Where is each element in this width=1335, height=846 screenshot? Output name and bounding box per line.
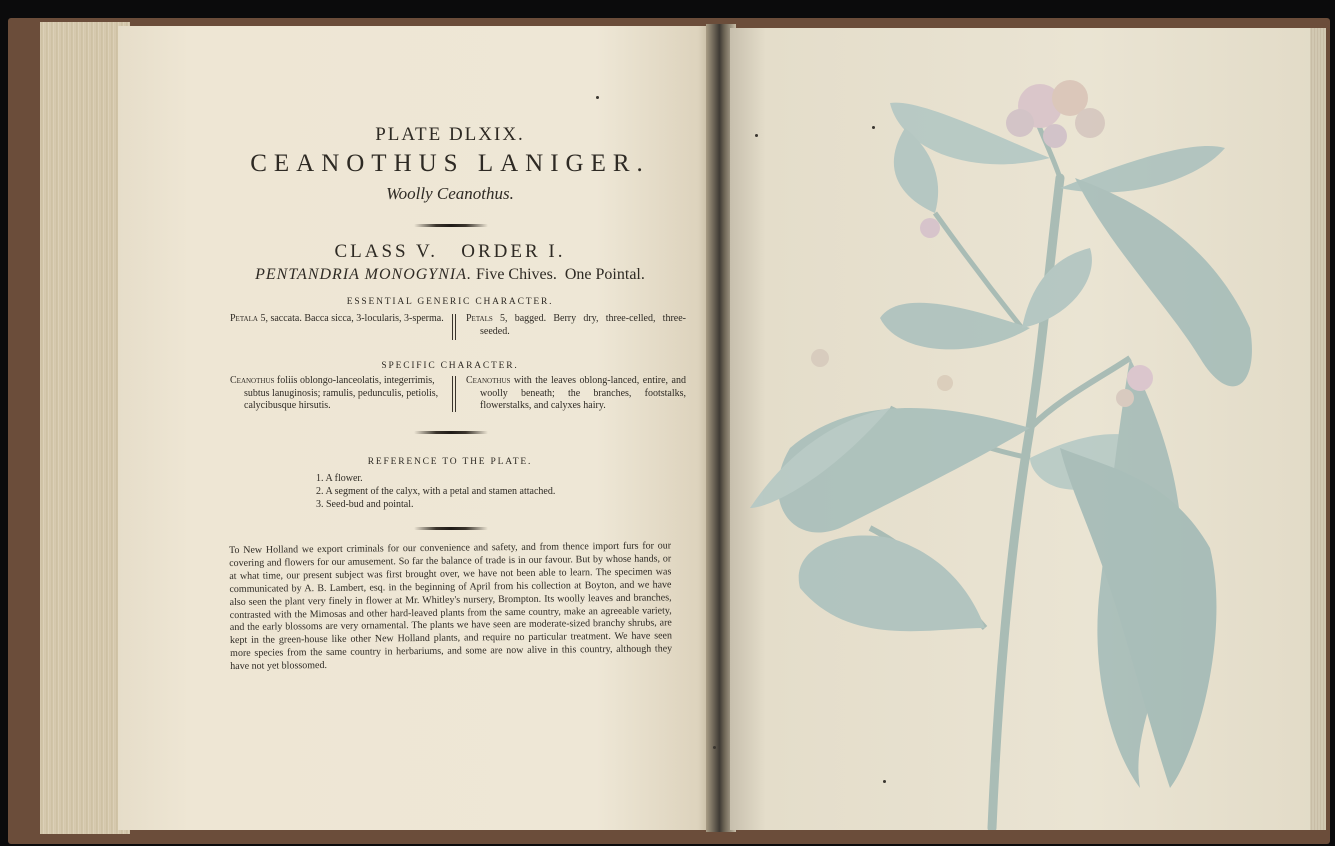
specific-english (466, 375, 686, 413)
specific-english-label: Ceanothus (466, 375, 511, 386)
column-divider (452, 376, 453, 412)
essential-latin-text: 5, saccata. Bacca sicca, 3-locularis, 3-sperma. (257, 313, 444, 324)
reference-list (316, 472, 555, 511)
column-divider (452, 314, 453, 340)
ornamental-rule (414, 224, 488, 227)
speckle (596, 96, 599, 99)
botanical-illustration (730, 28, 1324, 830)
left-page (118, 26, 716, 830)
essential-english-text: 5, bagged. Berry dry, three-celled, three-seeded. (480, 313, 686, 337)
specific-english-text: with the leaves oblong-lanced, entire, and woolly beneath; the branches, footstalks, flowerstalks, and calyxes hairy. (480, 375, 686, 411)
species-title: CEANOTHUS LANIGER. (250, 150, 650, 177)
specific-character-heading: SPECIFIC CHARACTER. (381, 361, 519, 371)
essential-character-heading: ESSENTIAL GENERIC CHARACTER. (346, 297, 554, 307)
essential-latin (230, 313, 458, 326)
essential-english (466, 313, 686, 338)
plate-number: PLATE DLXIX. (375, 124, 525, 145)
description-paragraph: To New Holland we export criminals for our convenience and safety, and from thence import furs for our covering and flowers for our amusement. So far the balance of trade is in our favour. But by whose hands, or at what time, our present subject was first brought over, we have not been able to learn. The specimen was communicated by A. B. Lambert, esq. in the beginning of April from his collection at Boyton, and we have also seen the plant very finely in flower at Mr. Whitley's nursery, Brompton. Its woolly leaves and branches, contrasted with the Mimosas and other hard-leaved plants from the same country, make an agreeable variety, and the early blossoms are very ornamental. The plants we have seen are moderate-sized branchy shrubs, are kept in the green-house like other New Holland plants, and require no particular treatment. We have seen more species from the same country in herbariums, and some are now alive in this country, although they have not yet blossomed. (229, 540, 673, 673)
ornamental-rule (414, 527, 488, 530)
speckle (872, 126, 875, 129)
common-name: Woolly Ceanothus. (386, 184, 514, 203)
speckle (883, 780, 886, 783)
essential-latin-label: Petala (230, 313, 258, 324)
speckle (713, 746, 716, 749)
specific-latin-text: foliis oblongo-lanceolatis, integerrimis, subtus lanuginosis; ramulis, pedunculis, petiolis, calycibusque hirsutis. (244, 375, 439, 411)
reference-item: 1. A flower. (316, 473, 363, 484)
order-english: Five Chives. One Pointal. (475, 266, 645, 283)
ornamental-rule (414, 431, 488, 434)
linnaean-order (220, 266, 680, 284)
speckle (755, 134, 758, 137)
essential-english-label: Petals (466, 313, 493, 324)
class-order-heading: CLASS V. ORDER I. (334, 241, 566, 262)
reference-item: 3. Seed-bud and pointal. (316, 499, 414, 510)
order-latin: PENTANDRIA MONOGYNIA. (255, 266, 472, 283)
specific-latin-label: Ceanothus (230, 375, 275, 386)
page-edges-left (40, 22, 130, 834)
specific-latin (230, 375, 458, 413)
reference-heading: REFERENCE TO THE PLATE. (367, 457, 533, 467)
reference-item: 2. A segment of the calyx, with a petal and stamen attached. (316, 486, 556, 497)
